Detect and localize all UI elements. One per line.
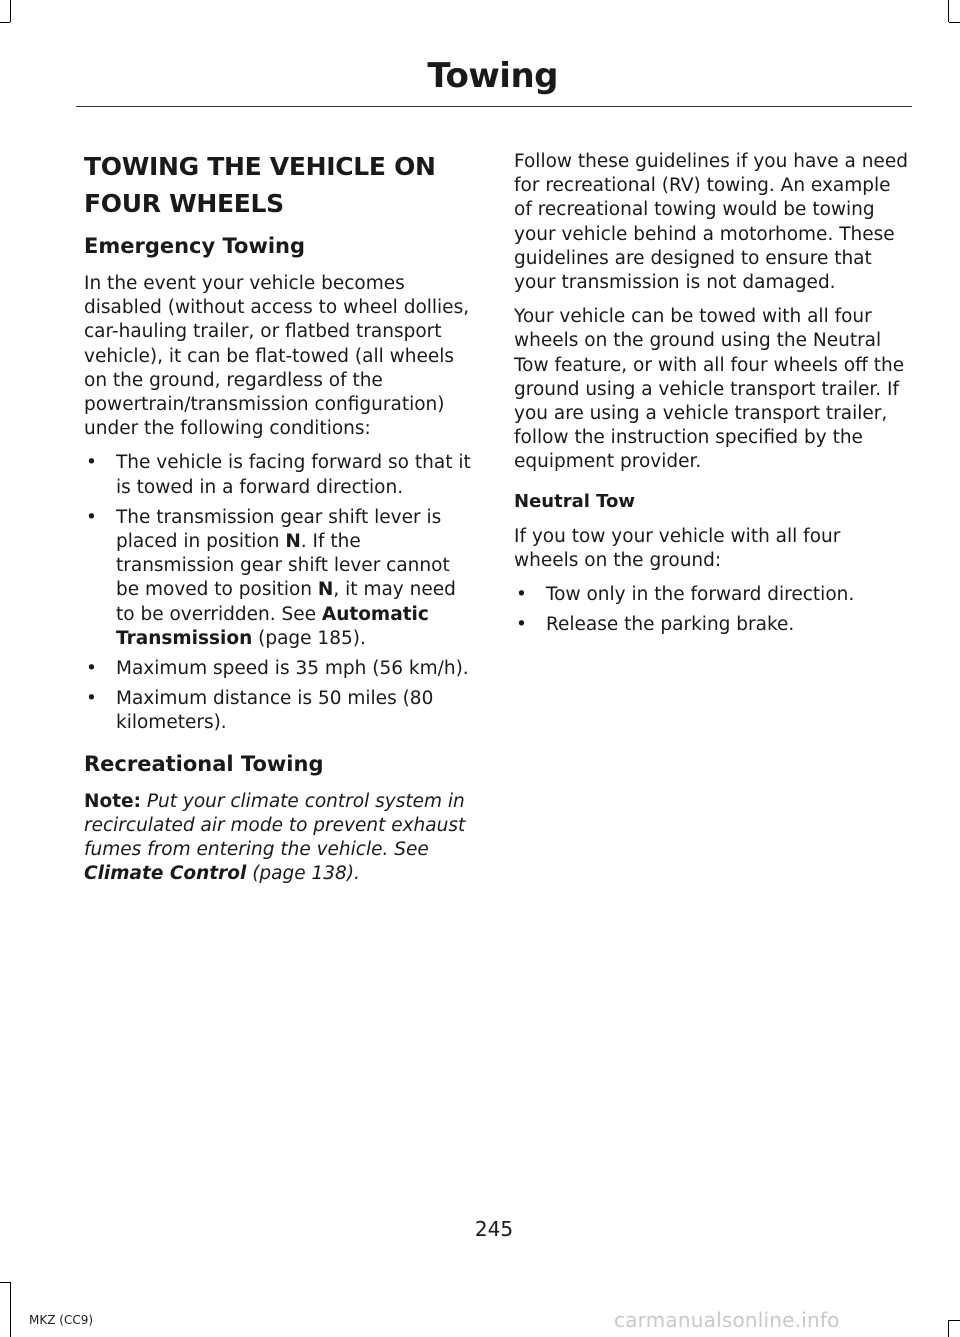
crop-mark-bottom-left-vertical [10, 1282, 11, 1337]
recreational-towing-heading: Recreational Towing [84, 751, 324, 776]
note-label: Note: [84, 790, 141, 812]
header-rule [76, 106, 912, 107]
crop-mark-bottom-left-horizontal [0, 1282, 10, 1283]
list-item-text: The vehicle is facing forward so that it is towed in a forward direction. [116, 452, 471, 498]
crop-mark-top-right-horizontal [949, 22, 960, 23]
bullet-icon: • [516, 614, 527, 636]
bullet-icon: • [516, 584, 527, 606]
bullet-icon: • [86, 658, 97, 680]
list-item-text: Tow only in the forward direction. [546, 584, 855, 606]
list-item-text: . If the transmission gear shift lever cannot be moved to position [116, 531, 450, 601]
crop-mark-top-left-horizontal [0, 22, 10, 23]
list-item [514, 613, 910, 637]
note-text: Put your climate control system in recirculated air mode to prevent exhaust fumes from entering the vehicle. See [84, 790, 466, 861]
automatic-transmission-link[interactable]: Automatic Transmission [116, 603, 429, 649]
list-item-text: Maximum distance is 50 miles (80 kilometers). [116, 688, 434, 734]
list-item-text: Maximum speed is 35 mph (56 km/h). [116, 658, 469, 680]
left-column [84, 148, 476, 896]
note-paragraph [84, 790, 476, 887]
list-item-text: , it may need to be overridden. See [116, 579, 456, 625]
list-item-text: The transmission gear shift lever is placed in position [116, 506, 442, 553]
crop-mark-top-left-vertical [10, 0, 11, 22]
emergency-towing-heading: Emergency Towing [84, 234, 306, 258]
page-reference: (page 185). [252, 627, 366, 649]
right-column [514, 150, 910, 647]
watermark: carmanualsonline.info [614, 1308, 840, 1332]
bullet-icon: • [86, 452, 97, 474]
list-item [84, 657, 476, 681]
neutral-tow-heading: Neutral Tow [514, 490, 636, 512]
bullet-icon: • [86, 506, 97, 528]
rv-towing-guidelines: Follow these guidelines if you have a need for recreational (RV) towing. An example of recreational towing would be towing your vehicle behind a motorhome. These guidelines are designed to ensure that your transmission is not damaged. [514, 151, 908, 294]
chapter-title: Towing [427, 56, 558, 96]
list-item [514, 583, 910, 607]
section-heading: TOWING THE VEHICLE ON FOUR WHEELS [84, 152, 436, 218]
neutral-tow-intro: If you tow your vehicle with all four wheels on the ground: [514, 525, 841, 571]
page-reference: (page 138). [246, 863, 360, 885]
list-item [84, 451, 476, 499]
crop-mark-bottom-right-horizontal [949, 1320, 960, 1321]
list-item [84, 687, 476, 735]
list-item [84, 506, 476, 651]
crop-mark-bottom-right-vertical [948, 1320, 949, 1337]
bullet-icon: • [86, 688, 97, 710]
page-number: 245 [474, 1217, 514, 1241]
towing-methods-paragraph: Your vehicle can be towed with all four wheels on the ground using the Neutral Tow feature, or with all four wheels off the ground using a vehicle transport trailer. If you are using a vehicle transport trailer, follow the instruction specified by the equipment provider. [514, 306, 905, 473]
list-item-text: Release the parking brake. [546, 614, 795, 636]
climate-control-link[interactable]: Climate Control [84, 863, 247, 885]
model-code: MKZ (CC9) [29, 1313, 94, 1327]
neutral-tow-list [514, 583, 910, 637]
gear-position-n: N [317, 579, 334, 601]
emergency-towing-intro: In the event your vehicle becomes disabled (without access to wheel dollies, car-hauling trailer, or flatbed transport vehicle), it can be flat-towed (all wheels on the ground, regardless of the powertrain/transmission configuration) under the following conditions: [84, 273, 470, 440]
emergency-conditions-list [84, 451, 476, 735]
gear-position-n: N [285, 531, 301, 553]
crop-mark-top-right-vertical [948, 0, 949, 22]
